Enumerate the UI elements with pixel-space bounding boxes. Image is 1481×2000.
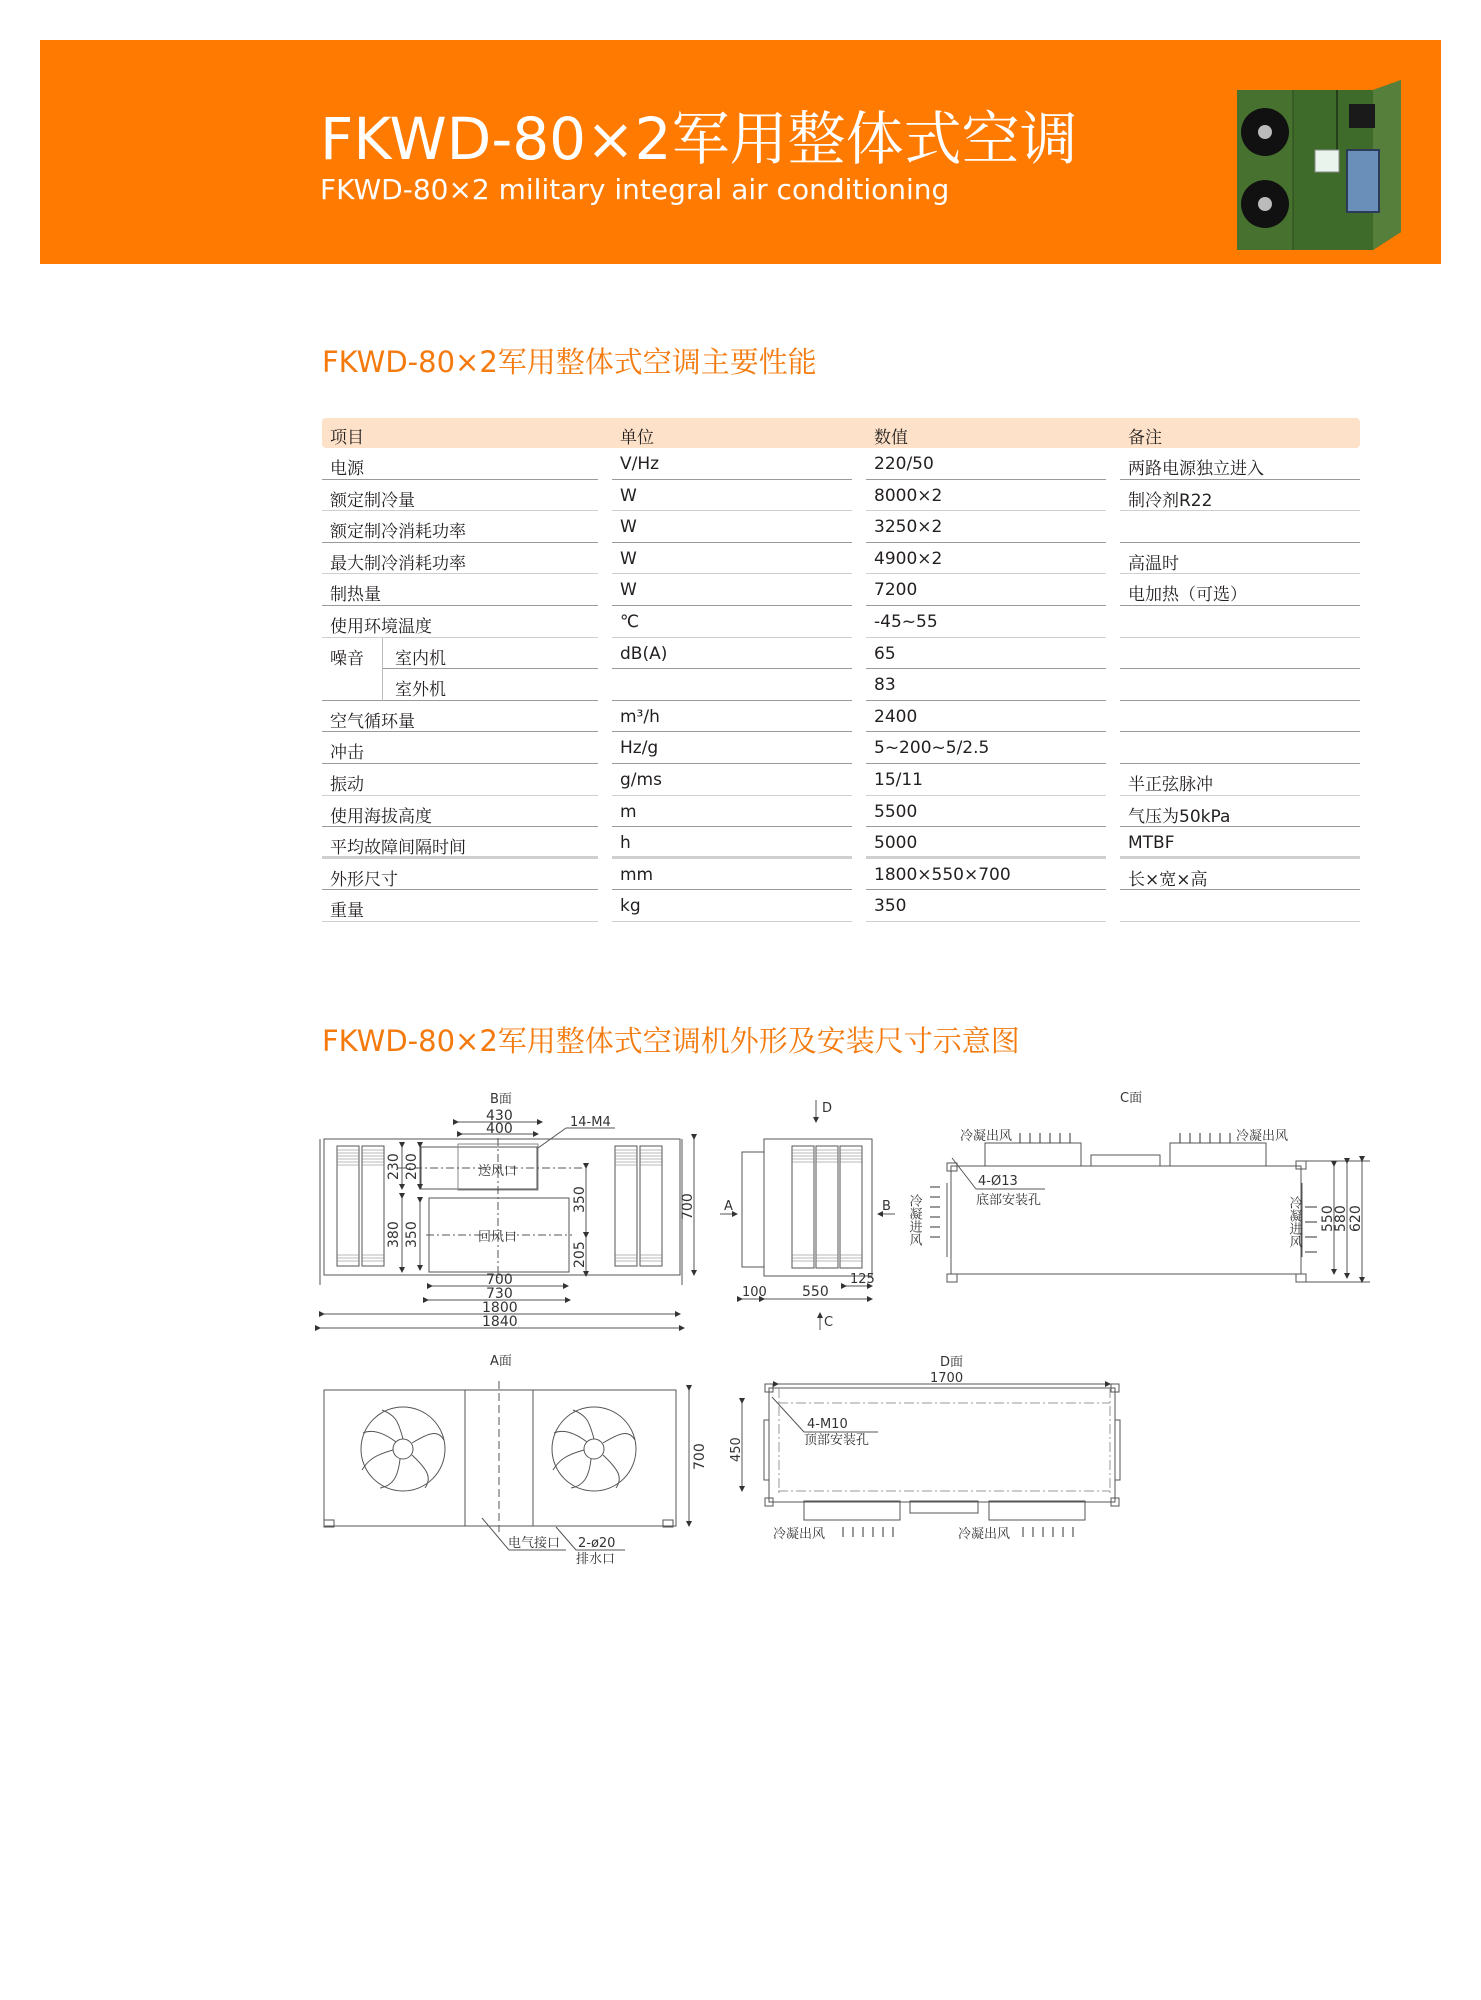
cell-note (1120, 669, 1360, 701)
svg-text:2-ø20: 2-ø20 (578, 1536, 616, 1551)
table-row (322, 827, 1360, 859)
cell-value: 15/11 (866, 764, 1106, 796)
svg-text:C面: C面 (1120, 1091, 1143, 1106)
cell-value: 220/50 (866, 448, 1106, 480)
a-face-view (324, 1381, 689, 1550)
svg-text:4-M10: 4-M10 (807, 1417, 848, 1432)
cell-note: 半正弦脉冲 (1120, 764, 1360, 796)
table-row (322, 764, 1360, 796)
cell-value: 3250×2 (866, 511, 1106, 543)
cell-item: 振动 (322, 764, 598, 796)
cell-note: 电加热（可选） (1120, 574, 1360, 606)
cell-value: 5~200~5/2.5 (866, 732, 1106, 764)
cell-value: 1800×550×700 (866, 859, 1106, 891)
table-header (322, 418, 1360, 448)
cell-item: 使用海拔高度 (322, 796, 598, 828)
cell-note: 两路电源独立进入 (1120, 448, 1360, 480)
cell-unit: mm (612, 859, 852, 891)
svg-text:14-M4: 14-M4 (570, 1115, 611, 1130)
cell-item (322, 669, 382, 701)
cell-unit: W (612, 511, 852, 543)
cell-note (1120, 732, 1360, 764)
cell-unit: kg (612, 890, 852, 922)
cell-item: 冲击 (322, 732, 598, 764)
svg-text:冷凝进风: 冷凝进风 (1286, 1196, 1302, 1248)
svg-text:700: 700 (486, 1272, 513, 1288)
svg-text:380: 380 (386, 1221, 402, 1248)
svg-text:电气接口: 电气接口 (508, 1536, 561, 1551)
table-row (322, 859, 1360, 891)
cell-item: 噪音 (330, 648, 364, 669)
svg-text:冷凝进风: 冷凝进风 (906, 1194, 922, 1246)
cell-note: MTBF (1120, 827, 1360, 859)
cell-unit: ℃ (612, 606, 852, 638)
header-value: 数值 (874, 428, 908, 448)
table-row (322, 732, 1360, 764)
specs-title: FKWD-80×2军用整体式空调主要性能 (322, 345, 817, 379)
table-row (322, 511, 1360, 543)
cell-unit: Hz/g (612, 732, 852, 764)
cell-unit: m (612, 796, 852, 828)
table-row (322, 669, 1360, 701)
cell-value: 5000 (866, 827, 1106, 859)
header-item: 项目 (330, 428, 364, 448)
d-face-view (742, 1384, 1120, 1537)
svg-text:730: 730 (486, 1286, 513, 1302)
header-banner (40, 40, 1441, 264)
svg-text:1700: 1700 (930, 1371, 964, 1386)
cell-value: 2400 (866, 701, 1106, 733)
cell-unit: g/ms (612, 764, 852, 796)
table-row (322, 606, 1360, 638)
table-row (322, 638, 1360, 670)
cell-item: 额定制冷消耗功率 (322, 511, 598, 543)
fan-right-icon (552, 1407, 636, 1491)
svg-text:1800: 1800 (482, 1300, 518, 1316)
side-view-labels (724, 1101, 891, 1330)
svg-text:205: 205 (572, 1241, 588, 1268)
svg-text:D: D (822, 1101, 833, 1116)
d-face-labels (729, 1355, 1010, 1542)
b-face-labels (386, 1092, 696, 1330)
svg-text:550: 550 (1320, 1205, 1336, 1232)
cell-unit: W (612, 480, 852, 512)
cell-note: 长×宽×高 (1120, 859, 1360, 891)
svg-text:700: 700 (692, 1443, 708, 1470)
svg-text:350: 350 (572, 1186, 588, 1213)
header-note: 备注 (1128, 428, 1162, 448)
cell-note: 制冷剂R22 (1120, 480, 1360, 512)
svg-text:4-Ø13: 4-Ø13 (978, 1174, 1018, 1189)
cell-value: 4900×2 (866, 543, 1106, 575)
table-row (322, 890, 1360, 922)
cell-item: 重量 (322, 890, 598, 922)
drawing-title: FKWD-80×2军用整体式空调机外形及安装尺寸示意图 (322, 1024, 1020, 1058)
cell-unit: W (612, 543, 852, 575)
svg-text:C: C (824, 1315, 834, 1330)
svg-text:430: 430 (486, 1108, 513, 1124)
svg-text:回风口: 回风口 (478, 1230, 518, 1245)
table-row (322, 796, 1360, 828)
cell-note (1120, 606, 1360, 638)
cell-item: 使用环境温度 (322, 606, 598, 638)
table-row (322, 543, 1360, 575)
cell-item: 外形尺寸 (322, 859, 598, 891)
svg-text:B面: B面 (490, 1092, 512, 1107)
cell-unit: dB(A) (612, 638, 852, 670)
svg-text:700: 700 (680, 1193, 696, 1220)
cell-value: 5500 (866, 796, 1106, 828)
svg-text:125: 125 (850, 1272, 875, 1287)
cell-item: 最大制冷消耗功率 (322, 543, 598, 575)
svg-text:D面: D面 (940, 1355, 964, 1370)
cell-value: 65 (866, 638, 1106, 670)
svg-text:送风口: 送风口 (478, 1164, 518, 1179)
svg-text:230: 230 (386, 1153, 402, 1180)
svg-text:排水口: 排水口 (576, 1552, 616, 1567)
table-row (322, 701, 1360, 733)
svg-text:620: 620 (1348, 1205, 1364, 1232)
table-row (322, 448, 1360, 480)
cell-unit: W (612, 574, 852, 606)
cell-item: 额定制冷量 (322, 480, 598, 512)
svg-text:B: B (882, 1199, 891, 1214)
cell-value: 350 (866, 890, 1106, 922)
svg-text:100: 100 (742, 1285, 767, 1300)
c-face-view (930, 1133, 1370, 1282)
svg-text:450: 450 (729, 1437, 744, 1462)
svg-text:580: 580 (1333, 1205, 1349, 1232)
cell-note: 气压为50kPa (1120, 796, 1360, 828)
cell-value: -45~55 (866, 606, 1106, 638)
svg-text:1840: 1840 (482, 1314, 518, 1330)
svg-text:冷凝出风: 冷凝出风 (773, 1527, 826, 1542)
cell-unit (612, 669, 852, 701)
cell-value: 83 (866, 669, 1106, 701)
table-row (322, 480, 1360, 512)
b-face-view (320, 1122, 694, 1328)
svg-text:冷凝出风: 冷凝出风 (1236, 1129, 1289, 1144)
fan-left-icon (361, 1407, 445, 1491)
header-unit: 单位 (620, 428, 654, 448)
svg-text:A面: A面 (490, 1354, 512, 1369)
a-face-labels (490, 1354, 708, 1567)
svg-text:底部安装孔: 底部安装孔 (976, 1193, 1042, 1208)
svg-text:200: 200 (404, 1153, 420, 1180)
cell-item: 制热量 (322, 574, 598, 606)
svg-text:顶部安装孔: 顶部安装孔 (804, 1433, 870, 1448)
c-face-labels (907, 1091, 1365, 1249)
table-row (322, 574, 1360, 606)
svg-text:A: A (724, 1199, 733, 1214)
cell-note: 高温时 (1120, 543, 1360, 575)
svg-text:550: 550 (802, 1284, 829, 1300)
banner-title: FKWD-80×2军用整体式空调 (320, 105, 1078, 173)
svg-text:350: 350 (404, 1221, 420, 1248)
product-image (1223, 72, 1419, 254)
cell-value: 7200 (866, 574, 1106, 606)
side-view (720, 1100, 895, 1330)
cell-unit: V/Hz (612, 448, 852, 480)
cell-item: 空气循环量 (322, 701, 598, 733)
cell-value: 8000×2 (866, 480, 1106, 512)
cell-unit: h (612, 827, 852, 859)
spec-table (322, 418, 1360, 922)
cell-subitem: 室内机 (382, 638, 598, 670)
svg-text:冷凝出风: 冷凝出风 (958, 1527, 1011, 1542)
cell-subitem: 室外机 (382, 669, 598, 701)
cell-item: 电源 (322, 448, 598, 480)
cell-note (1120, 890, 1360, 922)
banner-subtitle: FKWD-80×2 military integral air conditioning (320, 173, 950, 206)
svg-text:400: 400 (486, 1121, 513, 1137)
cell-unit: m³/h (612, 701, 852, 733)
cell-note (1120, 511, 1360, 543)
svg-text:冷凝出风: 冷凝出风 (960, 1129, 1013, 1144)
cell-item: 平均故障间隔时间 (322, 827, 598, 859)
cell-note (1120, 701, 1360, 733)
cell-note (1120, 638, 1360, 670)
